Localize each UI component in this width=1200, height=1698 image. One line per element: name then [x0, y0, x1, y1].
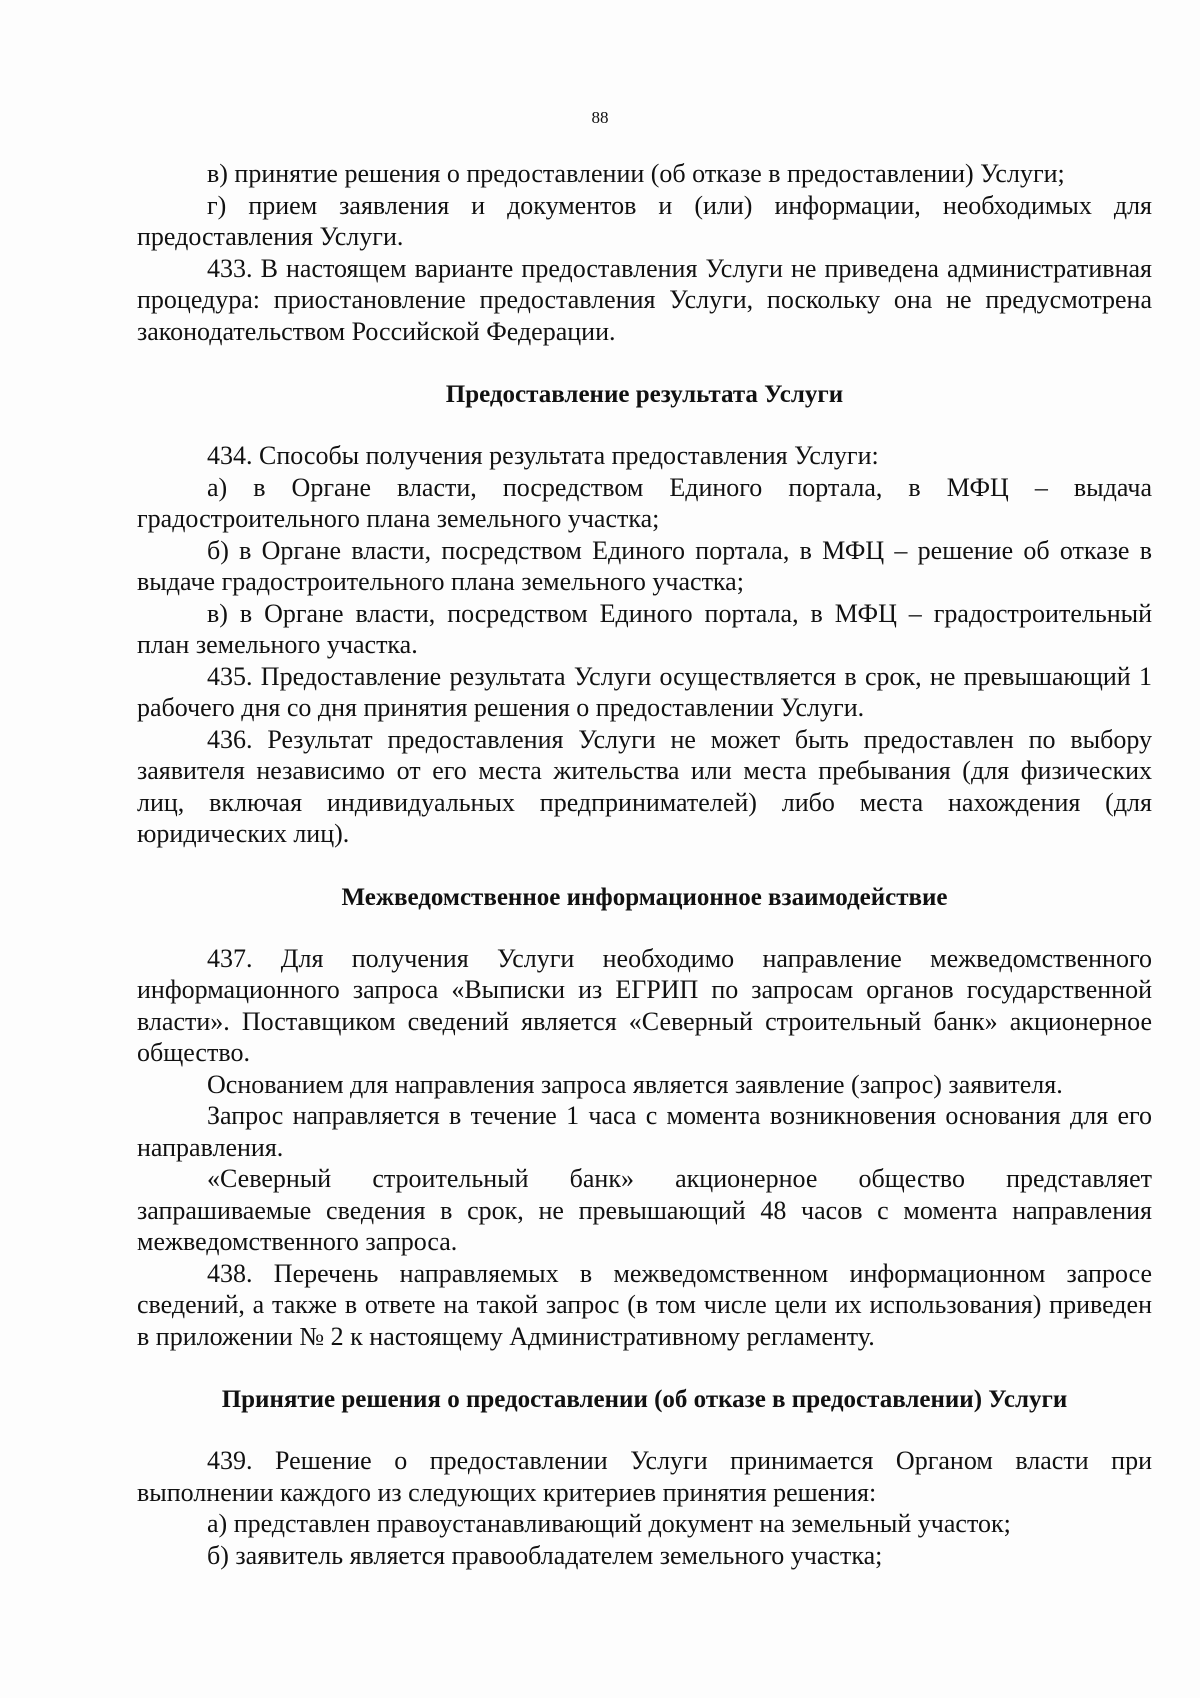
paragraph-437-response: «Северный строительный банк» акционерное общество представляет запрашиваемые сведения в срок, не превышающий 48 часов с момента направления межведомственного запроса. — [137, 1164, 1152, 1256]
paragraph-437: 437. Для получения Услуги необходимо направление межведомственного информационного запроса «Выписки из ЕГРИП по запросам органов государственной власти». Поставщиком сведений является «Северный строительный банк» акционерное общество. — [137, 943, 1152, 1067]
paragraph-item-g: г) прием заявления и документов и (или) информации, необходимых для предоставления Услуги. — [137, 190, 1152, 251]
section-heading-interagency: Межведомственное информационное взаимодействие — [341, 883, 948, 911]
paragraph-439-a: а) представлен правоустанавливающий документ на земельный участок; — [207, 1509, 1011, 1538]
section-heading-decision: Принятие решения о предоставлении (об отказе в предоставлении) Услуги — [221, 1386, 1068, 1413]
paragraph-434-v: в) в Органе власти, посредством Единого портала, в МФЦ – градостроительный план земельного участка. — [137, 598, 1152, 659]
page-number: 88 — [591, 108, 609, 127]
document-body — [137, 158, 1152, 1571]
paragraph-item-v: в) принятие решения о предоставлении (об отказе в предоставлении) Услуги; — [207, 159, 1065, 188]
paragraph-436: 436. Результат предоставления Услуги не может быть предоставлен по выбору заявителя независимо от его места жительства или места пребывания (для физических лиц, включая индивидуальных предпринимателей) либо места нахождения (для юридических лиц). — [137, 724, 1152, 848]
paragraph-438: 438. Перечень направляемых в межведомственном информационном запросе сведений, а также в ответе на такой запрос (в том числе цели их использования) приведен в приложении № 2 к настоящему Административному регламенту. — [137, 1258, 1152, 1351]
section-heading-result: Предоставление результата Услуги — [445, 381, 844, 408]
paragraph-439: 439. Решение о предоставлении Услуги принимается Органом власти при выполнении каждого из следующих критериев принятия решения: — [137, 1446, 1152, 1507]
paragraph-433: 433. В настоящем варианте предоставления Услуги не приведена административная процедура: приостановление предоставления Услуги, поскольку она не предусмотрена законодательством Российской Федерации. — [137, 253, 1152, 346]
paragraph-439-b: б) заявитель является правообладателем земельного участка; — [207, 1540, 883, 1570]
paragraph-437-timing: Запрос направляется в течение 1 часа с момента возникновения основания для его направления. — [137, 1101, 1152, 1162]
paragraph-434-b: б) в Органе власти, посредством Единого портала, в МФЦ – решение об отказе в выдаче градостроительного плана земельного участка; — [137, 535, 1152, 596]
paragraph-434-a: а) в Органе власти, посредством Единого портала, в МФЦ – выдача градостроительного плана земельного участка; — [137, 472, 1152, 533]
paragraph-435: 435. Предоставление результата Услуги осуществляется в срок, не превышающий 1 рабочего дня со дня принятия решения о предоставлении Услуги. — [137, 661, 1152, 722]
paragraph-437-basis: Основанием для направления запроса является заявление (запрос) заявителя. — [207, 1069, 1063, 1099]
paragraph-434: 434. Способы получения результата предоставления Услуги: — [207, 441, 879, 470]
